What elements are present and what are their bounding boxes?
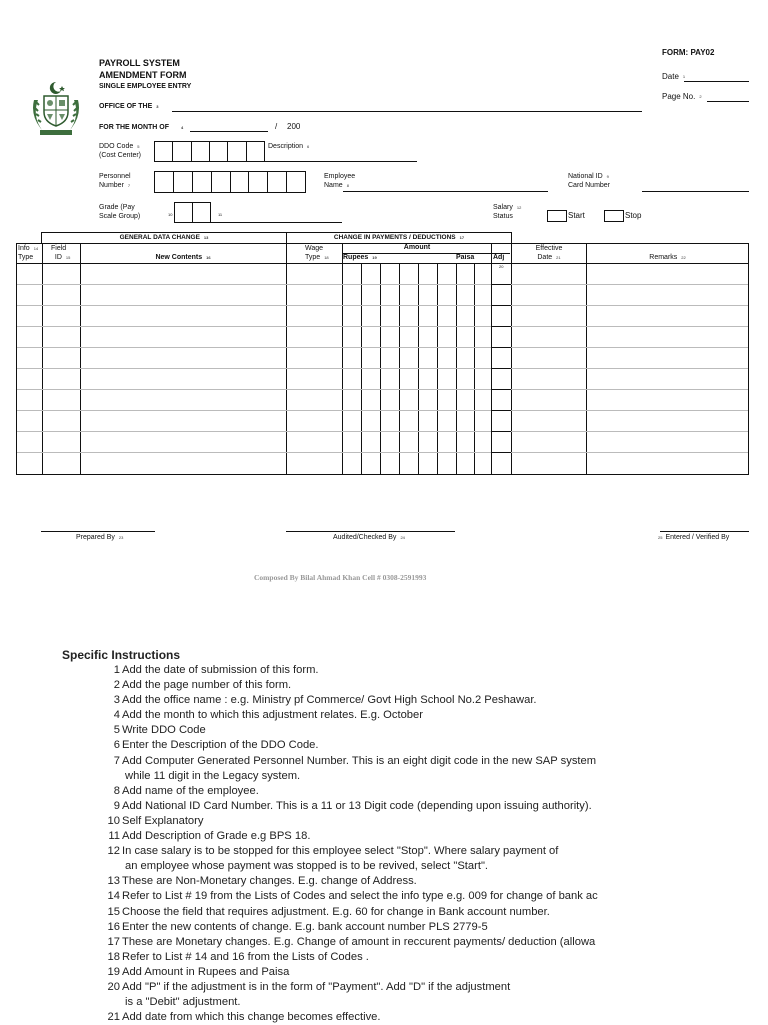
amount-header: Amount bbox=[403, 244, 431, 251]
instruction-text: is a "Debit" adjustment. bbox=[125, 996, 241, 1009]
description-label: Description $^6$ bbox=[268, 143, 310, 150]
entry-grid bbox=[16, 243, 749, 475]
instruction-number: 2 bbox=[113, 679, 120, 692]
instruction-number: 1 bbox=[113, 664, 120, 676]
instruction-text: Write DDO Code bbox=[122, 724, 206, 737]
year-prefix: 200 bbox=[287, 122, 301, 131]
credit-note: Composed By Bilal Ahmad Khan Cell # 0308-2591993 bbox=[254, 573, 427, 582]
employee-name-label: Employee Name $^8$ bbox=[324, 173, 356, 189]
instruction-number: 13 bbox=[107, 875, 120, 888]
instruction-number: 16 bbox=[107, 920, 120, 933]
grade-field[interactable] bbox=[174, 202, 211, 223]
instruction-item bbox=[62, 920, 662, 935]
instruction-number: 19 bbox=[107, 965, 120, 978]
instruction-text: These are Monetary changes. E.g. Change of amount in reccurent payments/ deduction (allowa bbox=[122, 935, 596, 948]
instruction-number: 3 bbox=[113, 694, 120, 707]
month-label: FOR THE MONTH OF $^4$ bbox=[99, 124, 184, 131]
start-checkbox[interactable] bbox=[547, 210, 567, 222]
instruction-item bbox=[62, 693, 662, 708]
stop-label: Stop bbox=[625, 211, 642, 220]
personnel-number-field[interactable] bbox=[154, 171, 306, 193]
office-label: OFFICE OF THE $^3$ bbox=[99, 103, 159, 110]
page-no-field[interactable] bbox=[707, 101, 749, 102]
instruction-number: 8 bbox=[113, 784, 120, 797]
instruction-text: Refer to List # 19 from the Lists of Codes and select the info type e.g. 009 for change of bank ac bbox=[122, 890, 598, 903]
prepared-by-line bbox=[41, 531, 155, 532]
rupees-header: Rupees $^{19}$ bbox=[343, 254, 377, 261]
ddo-code-label: DDO Code $^5$ (Cost Center) bbox=[99, 143, 142, 159]
instruction-text: an employee whose payment was stopped is to be revived, select "Start". bbox=[125, 860, 489, 873]
instruction-text: Add Amount in Rupees and Paisa bbox=[122, 965, 290, 978]
instruction-number bbox=[62, 995, 122, 1010]
salary-status-label: Salary $^{12}$ Status bbox=[493, 204, 522, 220]
instruction-item bbox=[62, 754, 662, 769]
ddo-code-field[interactable] bbox=[154, 141, 265, 162]
instruction-item bbox=[62, 950, 662, 965]
instruction-item bbox=[62, 980, 662, 995]
instruction-number: 7 bbox=[113, 754, 120, 767]
instruction-number: 11 bbox=[108, 830, 120, 843]
adj-number: 20 bbox=[499, 264, 504, 269]
instruction-number: 20 bbox=[107, 980, 120, 993]
general-data-change-title: GENERAL DATA CHANGE $^{13}$ bbox=[119, 234, 209, 241]
national-id-label: National ID $^9$ Card Number bbox=[568, 173, 611, 189]
instructions-list bbox=[62, 663, 662, 1025]
instruction-text: Self Explanatory bbox=[122, 814, 204, 827]
instruction-text: Enter the new contents of change. E.g. bank account number PLS 2779-5 bbox=[122, 920, 488, 933]
instruction-number bbox=[62, 769, 122, 784]
year-separator: / bbox=[275, 122, 278, 131]
personnel-number-label: Personnel Number $^7$ bbox=[99, 173, 131, 189]
instruction-item bbox=[62, 1010, 662, 1025]
instruction-number: 4 bbox=[113, 709, 120, 722]
effective-date-header: Effective Date $^{21}$ bbox=[535, 245, 563, 261]
instruction-number: 6 bbox=[113, 739, 120, 752]
instruction-text: Add "P" if the adjustment is in the form of "Payment". Add "D" if the adjustment bbox=[122, 980, 511, 993]
date-label: Date $^1$ bbox=[662, 72, 686, 81]
instruction-number: 15 bbox=[107, 905, 120, 918]
instruction-number: 17 bbox=[107, 935, 120, 948]
instruction-number: 21 bbox=[107, 1011, 120, 1024]
instruction-text: Add name of the employee. bbox=[122, 784, 259, 797]
date-field[interactable] bbox=[684, 81, 749, 82]
info-type-header: Info $^{14}$ Type bbox=[18, 245, 39, 261]
instruction-item bbox=[62, 723, 662, 738]
instruction-item bbox=[62, 874, 662, 889]
start-label: Start bbox=[568, 211, 585, 220]
paisa-header: Paisa bbox=[456, 254, 475, 261]
new-contents-header: New Contents $^{16}$ bbox=[155, 254, 211, 261]
grade-number: 10 bbox=[168, 212, 173, 217]
instruction-text: Add the month to which this adjustment relates. E.g. October bbox=[122, 709, 423, 722]
instruction-text: Add the page number of this form. bbox=[122, 679, 292, 692]
instruction-item bbox=[62, 663, 662, 678]
instruction-number: 12 bbox=[107, 845, 120, 858]
instruction-text: Add the office name : e.g. Ministry pf Commerce/ Govt High School No.2 Peshawar. bbox=[122, 694, 537, 707]
instruction-item bbox=[62, 889, 662, 904]
prepared-by-label: Prepared By $^{23}$ bbox=[76, 534, 124, 541]
instruction-item bbox=[62, 844, 662, 859]
instruction-item bbox=[62, 995, 662, 1010]
grade-description-field[interactable] bbox=[211, 222, 342, 223]
instruction-text: Add Description of Grade e.g BPS 18. bbox=[122, 830, 311, 843]
instruction-number: 18 bbox=[107, 950, 120, 963]
instruction-text: Add date from which this change becomes effective. bbox=[122, 1011, 381, 1024]
instruction-item bbox=[62, 965, 662, 980]
grade-label: Grade (Pay Scale Group) bbox=[99, 204, 141, 220]
instruction-text: Add National ID Card Number. This is a 11 or 13 Digit code (depending upon issuing authority). bbox=[122, 799, 592, 812]
month-field[interactable] bbox=[190, 131, 268, 132]
instruction-text: Choose the field that requires adjustment. E.g. 60 for change in Bank account number. bbox=[122, 905, 550, 918]
instruction-item bbox=[62, 769, 662, 784]
form-title-line2: AMENDMENT FORM bbox=[99, 70, 187, 80]
entered-by-label: $^{25}$ Entered / Verified By bbox=[658, 534, 730, 541]
office-field[interactable] bbox=[172, 111, 642, 112]
instruction-text: Add Computer Generated Personnel Number. This is an eight digit code in the new SAP system bbox=[122, 754, 597, 767]
form-title-line3: SINGLE EMPLOYEE ENTRY bbox=[99, 83, 192, 90]
government-emblem-icon bbox=[28, 80, 84, 138]
form-code: FORM: PAY02 bbox=[662, 48, 715, 57]
instruction-item bbox=[62, 935, 662, 950]
form-title-line1: PAYROLL SYSTEM bbox=[99, 58, 180, 68]
instruction-number: 5 bbox=[113, 724, 120, 737]
instructions-title: Specific Instructions bbox=[62, 648, 181, 662]
remarks-header: Remarks $^{22}$ bbox=[649, 254, 686, 261]
instruction-item bbox=[62, 859, 662, 874]
instruction-number bbox=[62, 859, 122, 874]
stop-checkbox[interactable] bbox=[604, 210, 624, 222]
description-field[interactable] bbox=[265, 161, 417, 162]
audited-by-label: Audited/Checked By $^{24}$ bbox=[333, 534, 405, 541]
instruction-text: Add the date of submission of this form. bbox=[122, 664, 319, 676]
employee-name-field[interactable] bbox=[343, 191, 548, 192]
instruction-text: In case salary is to be stopped for this employee select "Stop". Where salary payment of bbox=[122, 845, 559, 858]
instruction-item bbox=[62, 708, 662, 723]
instruction-item bbox=[62, 784, 662, 799]
payments-deductions-title: CHANGE IN PAYMENTS / DEDUCTIONS $^{17}$ bbox=[333, 234, 465, 241]
entered-by-line bbox=[660, 531, 749, 532]
instruction-text: while 11 digit in the Legacy system. bbox=[125, 769, 301, 782]
page-no-label: Page No. $^2$ bbox=[662, 92, 702, 101]
instruction-item bbox=[62, 814, 662, 829]
wage-type-header: Wage Type $^{18}$ bbox=[305, 245, 329, 261]
instruction-item bbox=[62, 829, 662, 844]
adj-header: Adj bbox=[493, 254, 505, 261]
instruction-text: These are Non-Monetary changes. E.g. change of Address. bbox=[122, 875, 417, 888]
instruction-number: 9 bbox=[113, 799, 120, 812]
instruction-number: 10 bbox=[107, 814, 120, 827]
grade-desc-number: 11 bbox=[218, 212, 223, 217]
instruction-item bbox=[62, 678, 662, 693]
national-id-field[interactable] bbox=[642, 191, 749, 192]
instruction-number: 14 bbox=[107, 890, 120, 903]
instruction-item bbox=[62, 738, 662, 753]
instruction-text: Refer to List # 14 and 16 from the Lists of Codes . bbox=[122, 950, 369, 963]
field-id-header: Field ID $^{15}$ bbox=[51, 245, 71, 261]
instruction-item bbox=[62, 905, 662, 920]
audited-by-line bbox=[286, 531, 455, 532]
instruction-text: Enter the Description of the DDO Code. bbox=[122, 739, 319, 752]
instruction-item bbox=[62, 799, 662, 814]
